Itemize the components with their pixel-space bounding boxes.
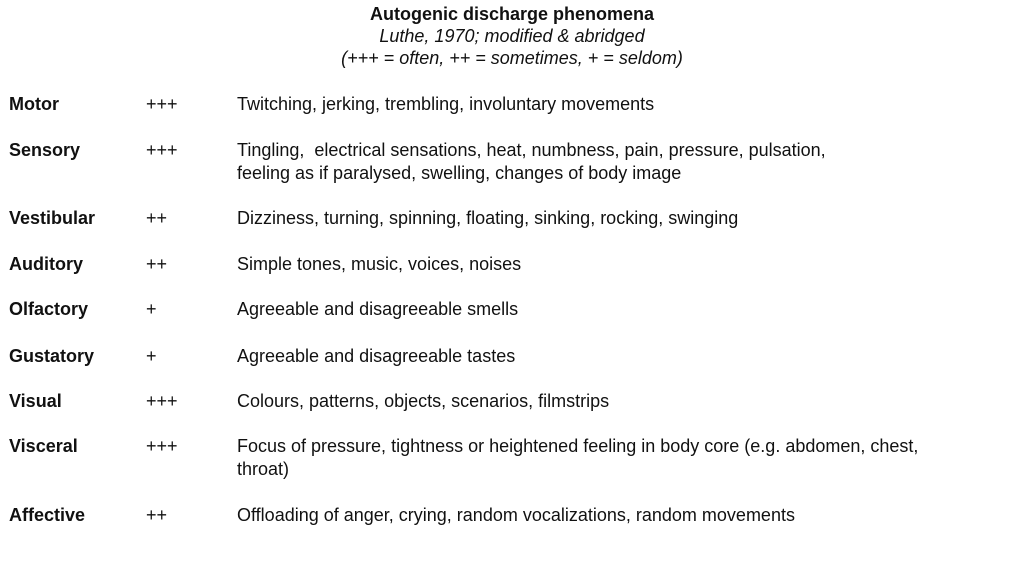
category-label: Olfactory — [9, 299, 89, 319]
description — [237, 139, 1022, 185]
description-line: Agreeable and disagreeable tastes — [237, 346, 516, 366]
category-label: Visceral — [9, 436, 78, 456]
frequency-marker: + — [146, 346, 157, 366]
description-line: Tingling, electrical sensations, heat, numbness, pain, pressure, pulsation, — [237, 140, 826, 160]
description-line: Dizziness, turning, spinning, floating, sinking, rocking, swinging — [237, 208, 739, 228]
frequency-marker: +++ — [146, 391, 178, 411]
description — [237, 253, 1022, 276]
category-label: Sensory — [9, 140, 81, 160]
description-line: Twitching, jerking, trembling, involuntary movements — [237, 94, 655, 114]
category-label: Affective — [9, 505, 86, 525]
frequency-marker: +++ — [146, 140, 178, 160]
category-label: Motor — [9, 94, 59, 114]
description — [237, 390, 1022, 413]
category-label: Visual — [9, 391, 62, 411]
frequency-legend: (+++ = often, ++ = sometimes, + = seldom) — [341, 48, 683, 68]
header — [0, 3, 1024, 69]
description-line: Offloading of anger, crying, random vocalizations, random movements — [237, 505, 795, 525]
page-title: Autogenic discharge phenomena — [369, 4, 655, 24]
category-label: Auditory — [9, 254, 83, 274]
description-line: Colours, patterns, objects, scenarios, filmstrips — [237, 391, 610, 411]
category-label: Vestibular — [9, 208, 96, 228]
description — [237, 298, 1022, 321]
frequency-marker: +++ — [146, 436, 178, 456]
description — [237, 93, 1022, 116]
description-line: feeling as if paralysed, swelling, changes of body image — [237, 163, 682, 183]
description — [237, 504, 1022, 527]
description-line: Agreeable and disagreeable smells — [237, 299, 519, 319]
source-citation: Luthe, 1970; modified & abridged — [379, 26, 645, 46]
description — [237, 207, 1022, 230]
frequency-marker: + — [146, 299, 157, 319]
description — [237, 435, 1022, 481]
description-line: Simple tones, music, voices, noises — [237, 254, 522, 274]
frequency-marker: +++ — [146, 94, 178, 114]
category-label: Gustatory — [9, 346, 95, 366]
description-line: Focus of pressure, tightness or heightened feeling in body core (e.g. abdomen, chest, — [237, 436, 919, 456]
frequency-marker: ++ — [146, 254, 168, 274]
description-line: throat) — [237, 459, 290, 479]
description — [237, 345, 1022, 368]
frequency-marker: ++ — [146, 505, 168, 525]
frequency-marker: ++ — [146, 208, 168, 228]
